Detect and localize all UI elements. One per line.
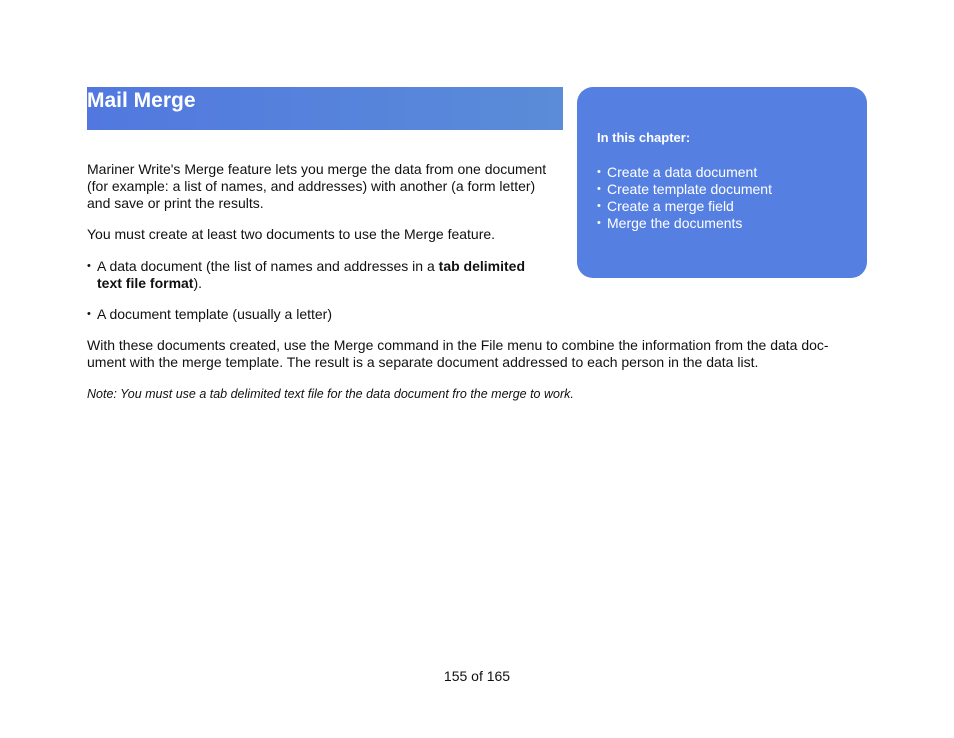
bullet-text-part: A data document (the list of names and addresses in a bbox=[97, 258, 439, 274]
chapter-contents-box bbox=[577, 87, 867, 278]
chapter-link-label[interactable]: Merge the documents bbox=[607, 215, 743, 231]
title-bar bbox=[87, 87, 563, 130]
intro-paragraph bbox=[87, 161, 546, 212]
chapter-link-label[interactable]: Create a data document bbox=[607, 164, 758, 180]
chapter-link-label[interactable]: Create template document bbox=[607, 181, 772, 197]
bullet-icon: • bbox=[597, 183, 601, 195]
chapter-link-create-data-document[interactable] bbox=[597, 164, 772, 181]
bullet-document-template bbox=[87, 306, 332, 323]
chapter-link-merge-documents[interactable] bbox=[597, 215, 772, 232]
bullet-text-part: ). bbox=[193, 275, 203, 291]
intro-line: and save or print the results. bbox=[87, 195, 264, 211]
chapter-link-create-template-document[interactable] bbox=[597, 181, 772, 198]
bullet-icon: • bbox=[597, 217, 601, 229]
bullet-text: A document template (usually a letter) bbox=[97, 306, 333, 322]
bullet-icon: • bbox=[597, 166, 601, 178]
chapter-contents-heading: In this chapter: bbox=[597, 130, 691, 145]
bullet-icon: • bbox=[87, 260, 91, 272]
intro-line: Mariner Write's Merge feature lets you merge the data from one document bbox=[87, 161, 547, 177]
chapter-link-create-merge-field[interactable] bbox=[597, 198, 772, 215]
page-title: Mail Merge bbox=[87, 89, 196, 112]
requirement-paragraph: You must create at least two documents to use the Merge feature. bbox=[87, 226, 496, 242]
bullet-text-bold: text file format bbox=[97, 275, 194, 291]
page-number: 155 of 165 bbox=[443, 668, 511, 684]
chapter-link-label[interactable]: Create a merge field bbox=[607, 198, 734, 214]
summary-line: ument with the merge template. The result is a separate document addressed to each person in the data list. bbox=[87, 354, 759, 370]
bullet-icon: • bbox=[597, 200, 601, 212]
intro-line: (for example: a list of names, and addresses) with another (a form letter) bbox=[87, 178, 536, 194]
bullet-data-document bbox=[87, 258, 525, 292]
bullet-icon: • bbox=[87, 308, 91, 320]
chapter-contents-list bbox=[597, 164, 772, 232]
note-text: Note: You must use a tab delimited text file for the data document fro the merge to work. bbox=[87, 387, 574, 401]
summary-paragraph bbox=[87, 337, 829, 371]
bullet-text bbox=[97, 258, 525, 292]
summary-line: With these documents created, use the Merge command in the File menu to combine the information from the data doc- bbox=[87, 337, 829, 353]
bullet-text-bold: tab delimited bbox=[438, 258, 526, 274]
